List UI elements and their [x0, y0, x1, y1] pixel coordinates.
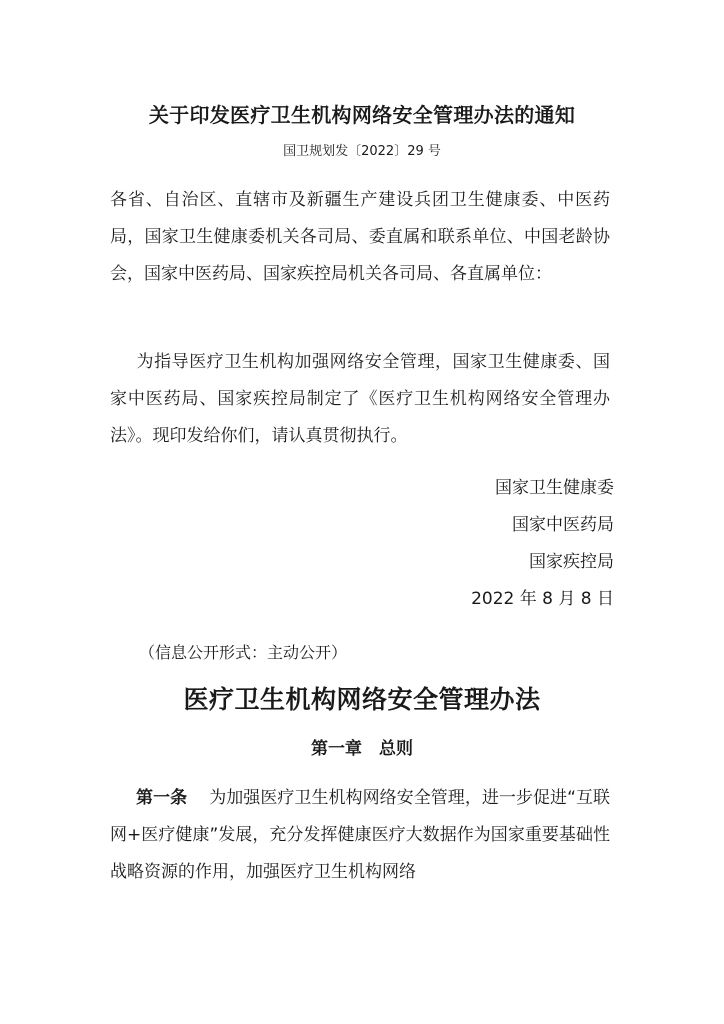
- notice-body-text: 为指导医疗卫生机构加强网络安全管理，国家卫生健康委、国家中医药局、国家疾控局制定了《医疗卫生机构网络安全管理办法》。现印发给你们，请认真贯彻执行。: [110, 352, 610, 446]
- issue-date: 2022 年 8 月 8 日: [471, 589, 614, 609]
- measures-title: 医疗卫生机构网络安全管理办法: [183, 685, 541, 714]
- chapter-heading: 第一章 总则: [311, 739, 413, 759]
- notice-body-paragraph: [110, 344, 610, 455]
- document-number: 国卫规划发〔2022〕29 号: [283, 144, 441, 159]
- article-text: 为加强医疗卫生机构网络安全管理，进一步促进“互联网+医疗健康”发展，充分发挥健康医疗大数据作为国家重要基础性战略资源的作用，加强医疗卫生机构网络: [110, 788, 610, 882]
- disclosure-note: （信息公开形式：主动公开）: [139, 643, 348, 662]
- signatory-disease-control: 国家疾控局: [529, 552, 614, 572]
- article-label: 第一条: [136, 788, 188, 808]
- signatory-health-commission: 国家卫生健康委: [495, 478, 614, 498]
- addressees-paragraph: 各省、自治区、直辖市及新疆生产建设兵团卫生健康委、中医药局，国家卫生健康委机关各司局、委直属和联系单位、中国老龄协会，国家中医药局、国家疾控局机关各司局、各直属单位：: [110, 190, 610, 284]
- signatory-tcm-administration: 国家中医药局: [512, 515, 614, 535]
- notice-title: 关于印发医疗卫生机构网络安全管理办法的通知: [148, 103, 576, 127]
- article-paragraph: [110, 780, 610, 891]
- signature-block: [471, 470, 614, 618]
